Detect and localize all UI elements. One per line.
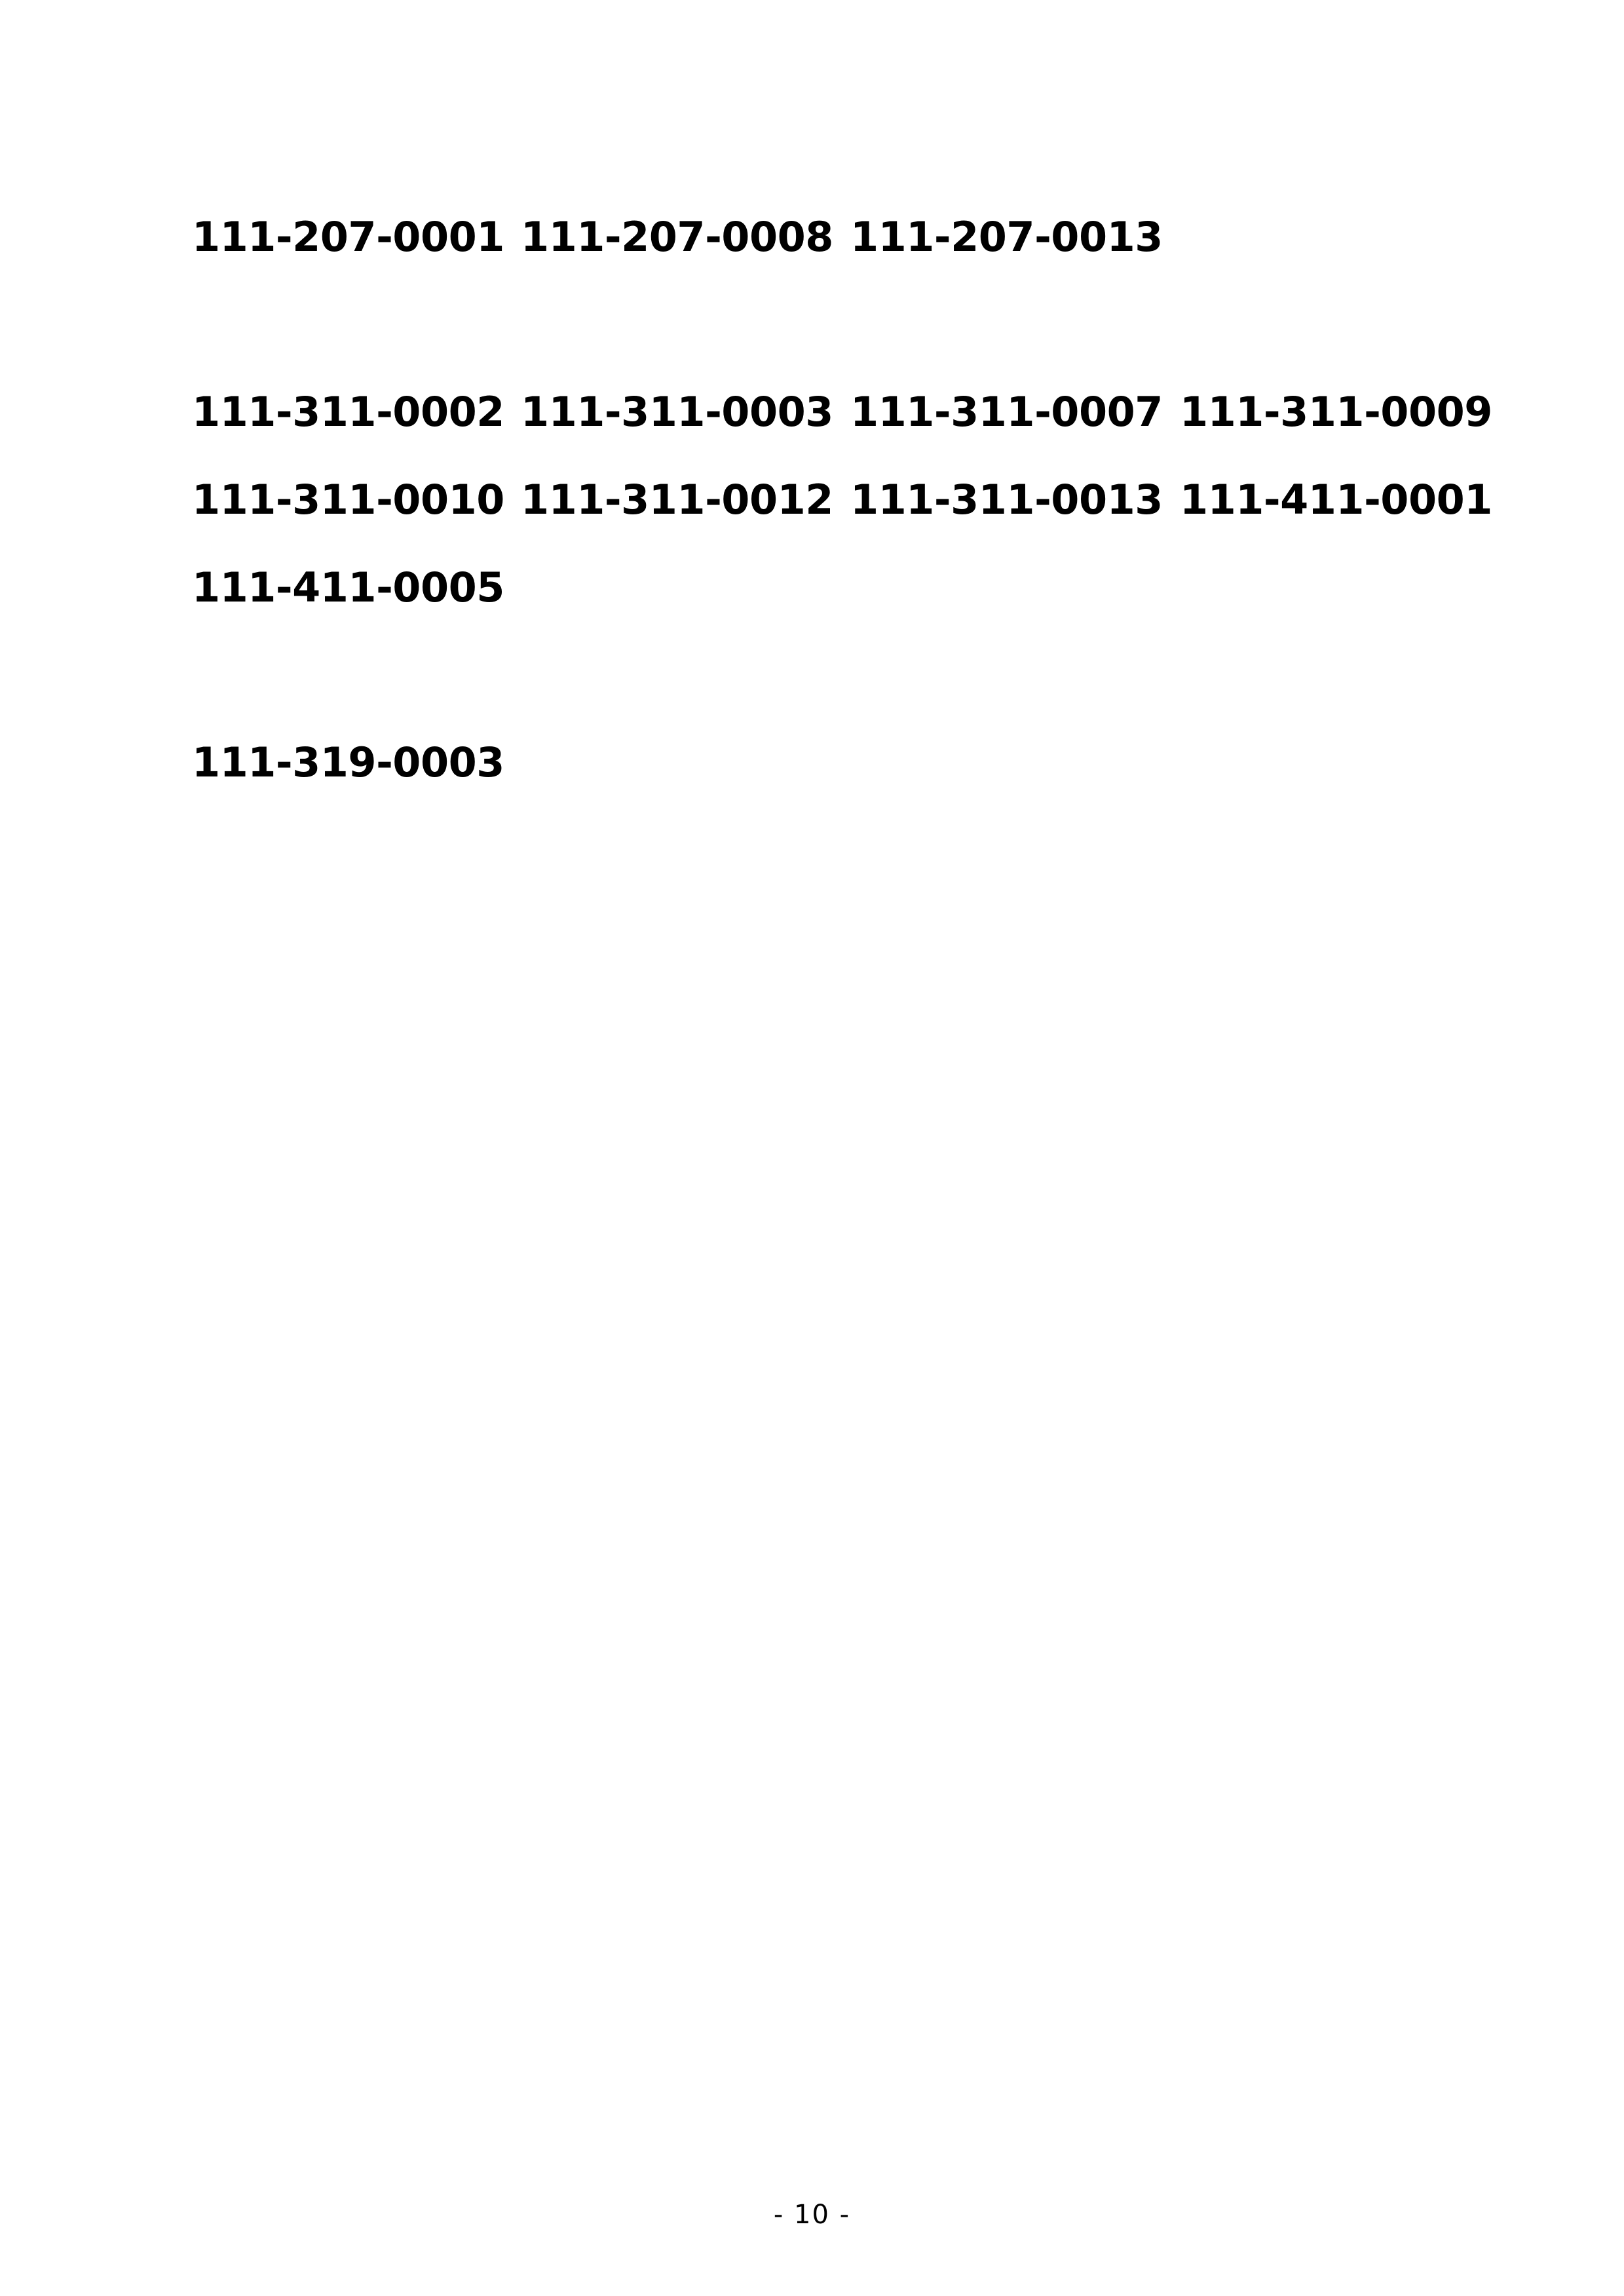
- code-entry: 111-411-0005: [192, 564, 504, 611]
- code-entry: 111-207-0008: [521, 213, 833, 261]
- code-entry: 111-311-0010: [192, 476, 504, 524]
- code-entry: 111-311-0007: [850, 388, 1163, 436]
- code-group-3: [192, 737, 1502, 824]
- code-row: [192, 562, 1502, 649]
- code-group-1: [192, 211, 1502, 299]
- code-group-2: [192, 386, 1502, 649]
- code-entry: 111-311-0013: [850, 476, 1163, 524]
- code-entry: 111-207-0013: [850, 213, 1163, 261]
- code-entry: 111-311-0009: [1180, 388, 1492, 436]
- code-row: [192, 737, 1502, 824]
- code-entry: 111-311-0003: [521, 388, 833, 436]
- code-entry: 111-319-0003: [192, 738, 504, 786]
- code-entry: 111-311-0002: [192, 388, 504, 436]
- code-entry: 111-311-0012: [521, 476, 833, 524]
- code-entry: 111-411-0001: [1180, 476, 1492, 524]
- code-row: [192, 386, 1502, 474]
- code-row: [192, 211, 1502, 299]
- page-number: - 10 -: [773, 2200, 851, 2230]
- code-entry: 111-207-0001: [192, 213, 504, 261]
- code-row: [192, 474, 1502, 562]
